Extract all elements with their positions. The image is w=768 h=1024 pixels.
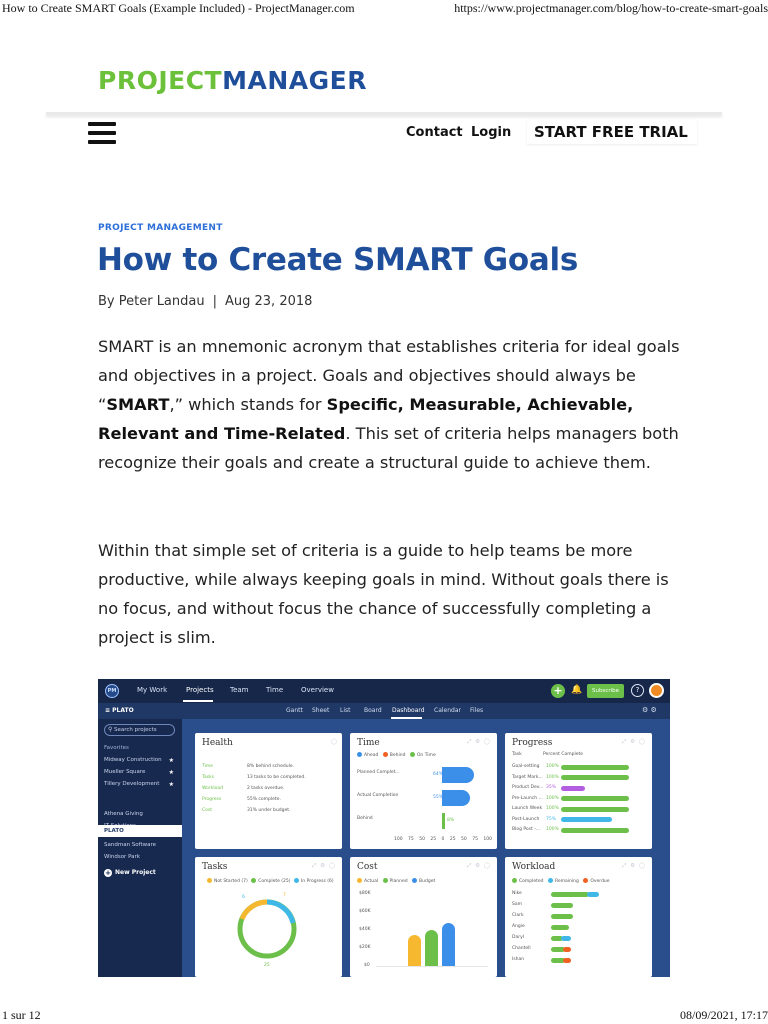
progress-task-label: Pre-Launch ...: [512, 795, 543, 801]
favorite-project: Midway Construction ★: [104, 757, 174, 764]
card-controls-icon: ⤢ ⚙ ◯: [467, 739, 491, 745]
favorite-project: Mueller Square ★: [104, 769, 174, 776]
progress-bar: [561, 817, 612, 822]
progress-bar: [561, 796, 629, 801]
workload-card: [505, 857, 652, 977]
cost-legend: Actual Planned Budget: [357, 878, 435, 884]
time-bar: [442, 767, 474, 783]
workload-title: Workload: [512, 862, 556, 872]
time-axis: 100 75 50 25 0 25 50 75 100: [394, 837, 492, 842]
progress-bar: [561, 807, 629, 812]
progress-col-pct: Percent Complete: [543, 752, 584, 757]
new-project-button: + New Project: [105, 869, 156, 877]
health-label: Cost: [202, 808, 213, 813]
print-page-url: https://www.projectmanager.com/blog/how-to-create-smart-goals: [454, 1, 768, 15]
topnav-active-indicator: [183, 700, 213, 702]
plus-icon: +: [105, 869, 111, 877]
time-row-label: Actual Completion: [357, 793, 399, 798]
health-value: 8% behind schedule.: [247, 764, 295, 769]
topnav-team: Team: [230, 686, 249, 694]
app-sidebar: [98, 719, 182, 977]
progress-card: [505, 733, 652, 849]
topnav-overview: Overview: [301, 686, 334, 694]
bell-icon: 🔔: [571, 685, 583, 695]
article-category-link[interactable]: PROJECT MANAGEMENT: [98, 223, 223, 233]
cost-axis-tick: $0: [364, 963, 370, 968]
workload-person-label: Chantell: [512, 946, 531, 951]
workload-person-label: Clark: [512, 913, 524, 918]
progress-task-label: Launch Week: [512, 806, 543, 811]
progress-task-label: Post-Launch: [512, 816, 540, 822]
nav-contact-link[interactable]: Contact: [406, 125, 463, 140]
article-title: How to Create SMART Goals: [97, 242, 579, 278]
project-item: Sandman Software: [104, 842, 157, 848]
publish-date: Aug 23, 2018: [225, 294, 313, 309]
progress-title: Progress: [512, 738, 553, 748]
cost-axis-tick: $20K: [359, 945, 371, 950]
progress-pct-label: 35%: [546, 785, 557, 790]
workload-bar: [563, 958, 571, 963]
workload-person-label: Ishan: [512, 957, 525, 962]
workload-person-label: Nike: [512, 891, 522, 896]
tasks-label: 7: [283, 893, 286, 898]
card-controls-icon: ⤢ ⚙ ◯: [312, 863, 336, 869]
search-projects-input: ⚲ Search projects: [104, 724, 175, 736]
time-row-label: Behind: [357, 816, 373, 821]
star-icon: ★: [168, 781, 174, 788]
intro-paragraph: SMART is an mnemonic acronym that establishes criteria for ideal goals and objectives in a project. Goals and objectives should always be “SMART,” which stands for Specific, Measurable, Achievable, Relevant and Time-Related. This set of criteria helps managers both recognize their goals and create a structural guide to achieve them.: [98, 337, 680, 472]
health-label: Progress: [202, 797, 222, 802]
workload-bar: [551, 903, 573, 908]
progress-pct-label: 100%: [546, 806, 559, 811]
cost-title: Cost: [357, 862, 378, 872]
cost-bar: [425, 930, 438, 966]
help-icon: ?: [631, 684, 644, 697]
card-controls-icon: ⤢ ⚙ ◯: [622, 863, 646, 869]
byline: [98, 294, 312, 309]
project-item: Windsor Park: [104, 854, 140, 860]
print-page-title: How to Create SMART Goals (Example Included) - ProjectManager.com: [2, 1, 355, 15]
print-footer: [0, 1006, 768, 1024]
settings-icon: ⚙ ⚙: [642, 706, 657, 714]
topnav-my-work: My Work: [137, 686, 168, 694]
progress-pct-label: 100%: [546, 827, 559, 832]
project-subbar: [98, 703, 670, 719]
project-name: ≡ PLATO: [105, 707, 134, 714]
workload-bar: [551, 925, 569, 930]
nav-login-link[interactable]: Login: [471, 125, 512, 140]
topnav-time: Time: [266, 686, 284, 694]
cost-axis-tick: $40K: [359, 927, 371, 932]
cost-bar: [442, 923, 455, 966]
progress-bar: [561, 786, 585, 791]
star-icon: ★: [168, 769, 174, 776]
author: By Peter Landau: [98, 294, 205, 309]
dashboard-screenshot: [98, 679, 670, 977]
health-label: Workload: [202, 786, 224, 791]
header-divider: [46, 112, 722, 115]
health-value: 31% under budget.: [247, 808, 291, 813]
tasks-title: Tasks: [202, 862, 228, 872]
search-icon: ⚲: [108, 726, 113, 733]
cost-baseline: [376, 966, 488, 967]
tasks-legend: Not Started (7) Complete (25) In Progress (6): [207, 878, 334, 884]
progress-bar: [561, 775, 629, 780]
byline-separator: |: [212, 294, 217, 309]
topnav-projects: Projects: [186, 686, 214, 694]
workload-person-label: Angie: [512, 924, 525, 929]
cost-axis-tick: $80K: [359, 891, 371, 896]
workload-bar: [587, 892, 599, 897]
health-label: Time: [202, 764, 214, 769]
health-label: Tasks: [202, 775, 215, 780]
workload-bar: [551, 914, 573, 919]
time-row-label: Planned Complet...: [357, 770, 400, 775]
cost-axis-tick: $60K: [359, 909, 371, 914]
start-free-trial-button[interactable]: START FREE TRIAL: [527, 120, 697, 144]
health-value: 2 tasks overdue.: [247, 786, 285, 791]
progress-task-label: Product Dev...: [512, 785, 544, 790]
site-logo[interactable]: [98, 66, 367, 95]
progress-bar: [561, 828, 629, 833]
app-logo: PM: [105, 684, 119, 698]
tasks-label: 25: [264, 963, 270, 968]
workload-bar: [563, 947, 571, 952]
hamburger-menu-icon[interactable]: [88, 122, 116, 144]
health-title: Health: [202, 738, 233, 748]
tab-active-indicator: [391, 717, 422, 719]
tasks-donut: [233, 895, 301, 963]
workload-bar: [561, 936, 571, 941]
cost-bar: [408, 935, 421, 966]
tab-gantt: Gantt: [286, 707, 303, 714]
health-value: 13 tasks to be completed.: [247, 775, 306, 780]
tab-list: List: [340, 707, 351, 714]
project-item: Athena Giving: [104, 811, 143, 817]
card-controls-icon: ⤢ ⚙ ◯: [622, 739, 646, 745]
time-bar: [442, 813, 445, 829]
time-card: [350, 733, 497, 849]
help-icon: ◯: [330, 739, 338, 745]
time-bar: [442, 790, 470, 806]
time-pct-label: 64%: [433, 772, 444, 777]
progress-task-label: Blog Post -...: [512, 827, 541, 832]
logo-text-manager: MANAGER: [222, 66, 367, 95]
app-topbar: [98, 679, 670, 703]
add-icon: +: [551, 684, 565, 698]
progress-bar: [561, 765, 629, 770]
logo-text-project: PROJECT: [98, 66, 223, 95]
tab-calendar: Calendar: [434, 707, 461, 714]
time-title: Time: [357, 738, 380, 748]
card-controls-icon: ⤢ ⚙ ◯: [467, 863, 491, 869]
progress-pct-label: 100%: [546, 774, 559, 780]
tab-board: Board: [364, 707, 382, 714]
print-header: [0, 0, 768, 18]
time-pct-label: 55%: [433, 795, 444, 800]
print-datetime: 08/09/2021, 17:17: [679, 1008, 768, 1022]
progress-pct-label: 75%: [546, 816, 557, 822]
workload-bar: [551, 892, 589, 897]
print-page-number: 1 sur 12: [2, 1008, 41, 1022]
second-paragraph: Within that simple set of criteria is a guide to help teams be more productive, while always keeping goals in mind. Without goals there is no focus, and without focus the chance of successfully completing a project is slim.: [98, 541, 669, 647]
workload-legend: Completed Remaining Overdue: [512, 878, 610, 884]
workload-person-label: Sam: [512, 902, 522, 907]
avatar: [649, 683, 664, 698]
tab-sheet: Sheet: [312, 707, 330, 714]
star-icon: ★: [168, 757, 174, 764]
favorites-heading: Favorites: [104, 745, 129, 751]
progress-task-label: Goal-setting: [512, 764, 540, 769]
tab-dashboard: Dashboard: [392, 707, 425, 714]
workload-person-label: Daryl: [512, 935, 524, 940]
health-value: 55% complete.: [247, 797, 281, 802]
progress-pct-label: 100%: [546, 764, 559, 769]
health-card: [195, 733, 342, 849]
tasks-card: [195, 857, 342, 977]
progress-task-label: Target Mark...: [512, 774, 543, 780]
time-legend: Ahead Behind On Time: [357, 752, 436, 758]
project-item-selected: PLATO: [104, 828, 124, 834]
progress-pct-label: 100%: [546, 795, 559, 801]
tasks-label: 6: [242, 895, 245, 900]
tab-files: Files: [470, 707, 484, 714]
favorite-project: Tillery Development ★: [104, 781, 174, 788]
subscribe-button: Subscribe: [587, 684, 624, 698]
progress-col-task: Task: [512, 752, 522, 757]
cost-card: [350, 857, 497, 977]
time-pct-label: 8%: [447, 818, 455, 823]
